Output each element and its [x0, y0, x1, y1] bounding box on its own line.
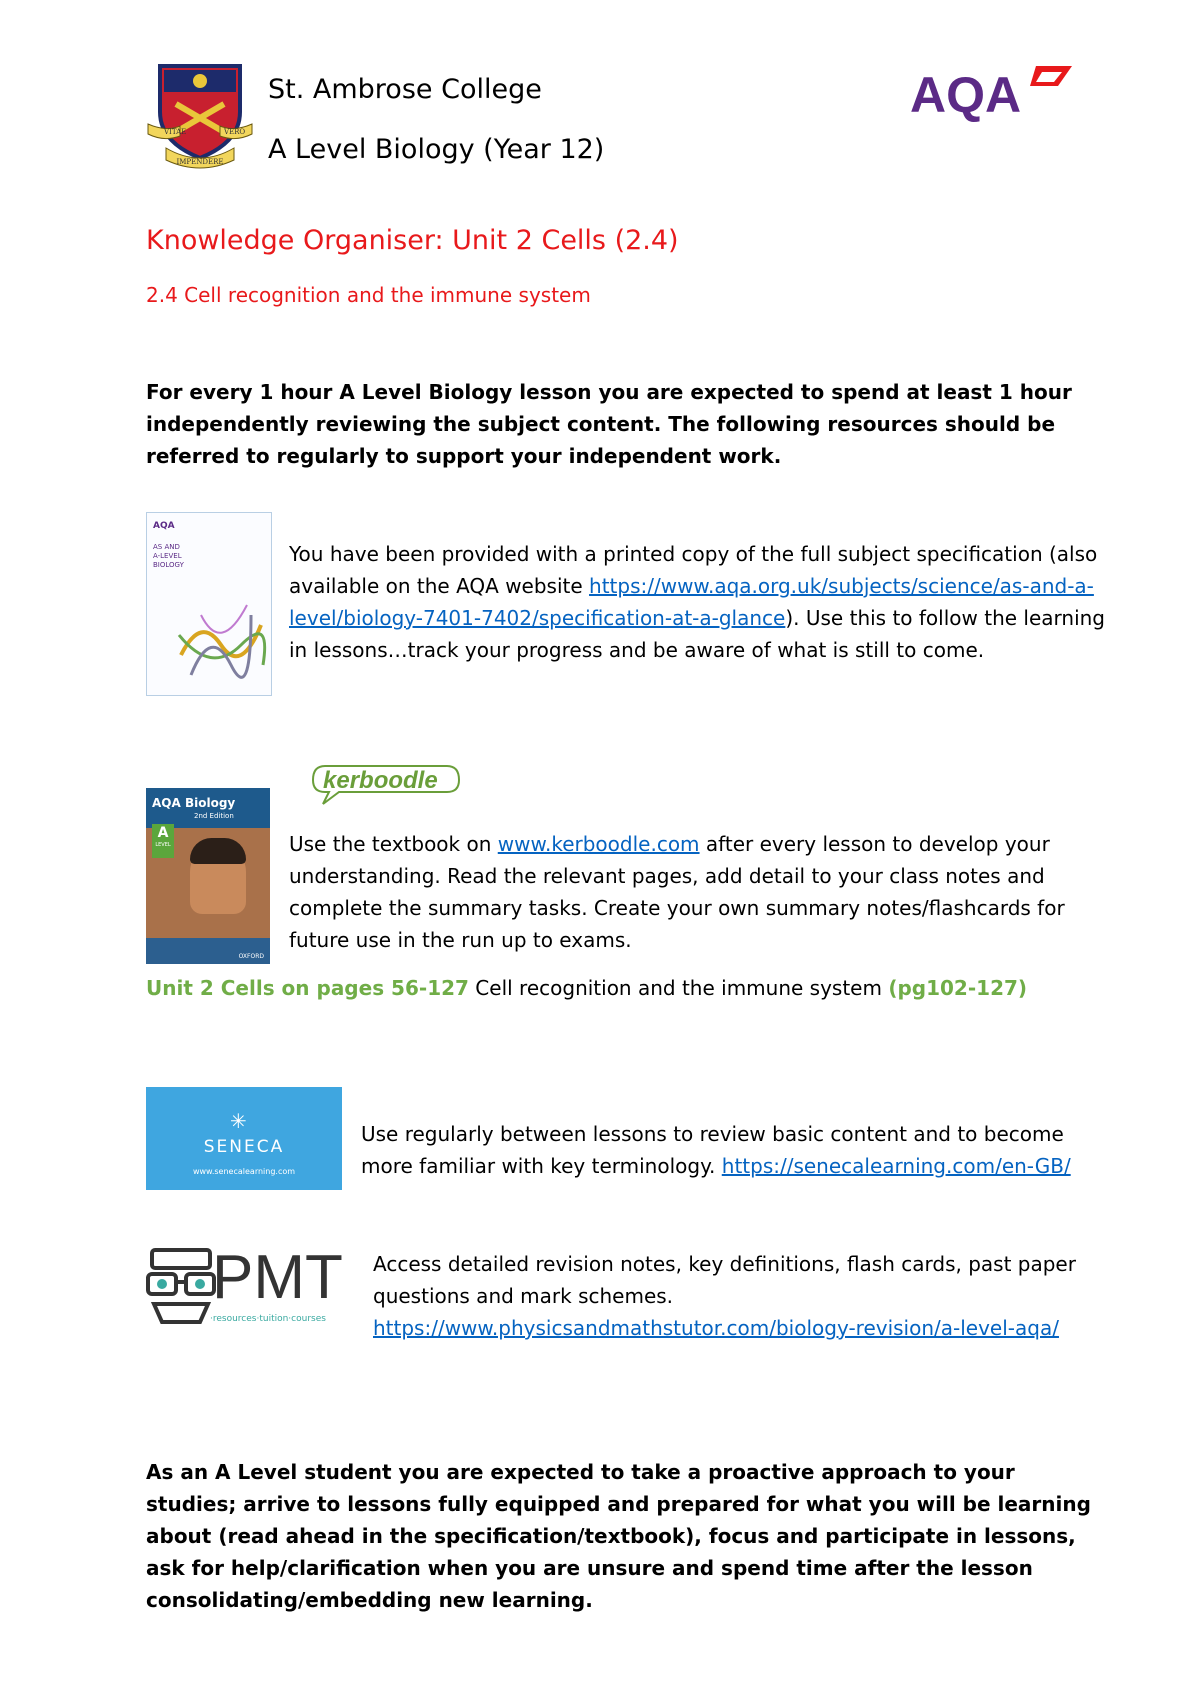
kerboodle-text-before: Use the textbook on [289, 832, 498, 856]
textbook-pages-line [146, 976, 1027, 1000]
seneca-logo [146, 1087, 342, 1190]
school-crest [146, 60, 254, 172]
intro-paragraph: For every 1 hour A Level Biology lesson you are expected to spend at least 1 hour independently reviewing the subject content. The following resources should be referred to regularly to support your independent work. [146, 380, 1072, 468]
seneca-sparkle-icon: ✳ [230, 1109, 247, 1133]
seneca-link[interactable]: https://senecalearning.com/en-GB/ [721, 1154, 1071, 1178]
crest-motto-bottom: IMPENDERE [176, 158, 224, 166]
crest-motto-left: VITAE [164, 128, 187, 136]
aqa-logo [910, 62, 1080, 122]
page-subtitle: 2.4 Cell recognition and the immune system [146, 283, 591, 307]
kerboodle-logo-text: kerboodle [323, 767, 438, 794]
pmt-logo-tagline: ·resources·tuition·courses [210, 1314, 326, 1324]
pmt-link[interactable]: https://www.physicsandmathstutor.com/biology-revision/a-level-aqa/ [373, 1316, 1059, 1340]
pmt-logo [146, 1243, 356, 1328]
spec-cover-brand: AQA [153, 521, 175, 531]
textbook-publisher: OXFORD [238, 953, 264, 960]
page-title: Knowledge Organiser: Unit 2 Cells (2.4) [146, 225, 679, 256]
pmt-paragraph [373, 1248, 1103, 1344]
specification-cover-image [146, 512, 272, 696]
pmt-glasses-icon [146, 1248, 216, 1328]
kerboodle-paragraph [289, 828, 1089, 956]
seneca-logo-text: SENECA [203, 1137, 285, 1157]
textbook-badge-a: A [157, 825, 169, 841]
pages-unit-range: Unit 2 Cells on pages 56-127 [146, 976, 469, 1000]
kerboodle-link[interactable]: www.kerboodle.com [497, 832, 700, 856]
spec-cover-title-1: AS AND [153, 543, 180, 551]
textbook-cover-image [146, 788, 270, 964]
spec-text-before: You have been provided with a printed copy of the full subject specification (also available on the AQA website [289, 542, 1098, 598]
textbook-badge-level: LEVEL [155, 842, 171, 848]
kerboodle-logo [311, 760, 461, 810]
pages-topic-range: (pg102-127) [888, 976, 1028, 1000]
spec-cover-title-2: A-LEVEL [153, 552, 182, 560]
textbook-edition: 2nd Edition [194, 812, 234, 820]
school-name: St. Ambrose College [268, 74, 542, 105]
course-name: A Level Biology (Year 12) [268, 134, 605, 165]
seneca-logo-url: www.senecalearning.com [192, 1167, 296, 1176]
specification-paragraph [289, 538, 1109, 666]
pmt-logo-text: PMT [212, 1243, 343, 1312]
school-header [268, 60, 604, 180]
protein-structure-icon [171, 595, 267, 685]
pmt-text: Access detailed revision notes, key definitions, flash cards, past paper questions and mark schemes. [373, 1252, 1076, 1308]
kerboodle-text-after: after every lesson to develop your understanding. Read the relevant pages, add detail to your class notes and complete the summary tasks. Create your own summary notes/flashcards for future use in the run up to exams. [289, 832, 1065, 952]
aqa-logo-text: AQA [910, 67, 1022, 122]
spec-text-after: ). Use this to follow the learning in lessons…track your progress and be aware of what is still to come. [289, 606, 1105, 662]
textbook-title: AQA Biology [152, 796, 236, 810]
spec-cover-title-3: BIOLOGY [153, 561, 184, 569]
aqa-specification-link[interactable]: https://www.aqa.org.uk/subjects/science/as-and-a-level/biology-7401-7402/specification-at-a-glance [289, 574, 1094, 630]
seneca-text: Use regularly between lessons to review basic content and to become more familiar with key terminology. [361, 1122, 1064, 1178]
crest-motto-right: VERO [224, 128, 246, 136]
pages-topic: Cell recognition and the immune system [468, 976, 889, 1000]
seneca-paragraph [361, 1118, 1101, 1182]
outro-paragraph: As an A Level student you are expected to take a proactive approach to your studies; arrive to lessons fully equipped and prepared for what you will be learning about (read ahead in the specification/textbook), focus and participate in lessons, ask for help/clarification when you are unsure and spend time after the lesson consolidating/embedding new learning. [146, 1460, 1091, 1612]
